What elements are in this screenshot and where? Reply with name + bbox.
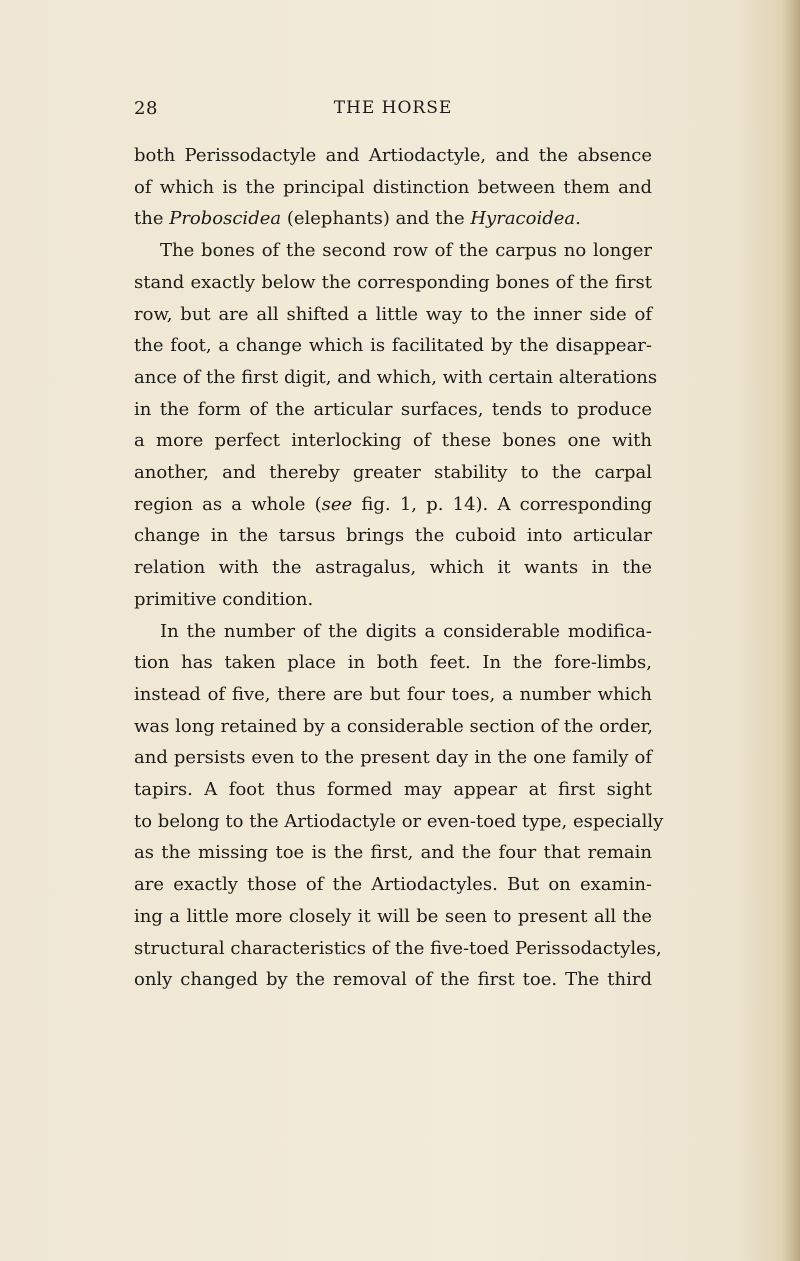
text-line: The bones of the second row of the carpus no longer — [160, 240, 652, 262]
page-number: 28 — [134, 98, 158, 119]
text-line: and persists even to the present day in the one family of — [134, 747, 652, 769]
page-header — [134, 98, 652, 122]
italic-term: Proboscidea — [169, 208, 282, 230]
text-line: ance of the first digit, and which, with certain alterations — [134, 366, 658, 388]
text-line: to belong to the Artiodactyle or even-toed type, especially — [134, 810, 664, 832]
text-line: are exactly those of the Artiodactyles. But on examin- — [134, 874, 652, 896]
text-line: the Proboscidea (elephants) and the Hyracoidea. — [134, 208, 581, 230]
page-edge-shadow — [782, 0, 800, 1261]
running-title: THE HORSE — [333, 98, 453, 118]
text-line: another, and thereby greater stability to the carpal — [134, 462, 652, 484]
text-line: was long retained by a considerable section of the order, — [134, 715, 654, 737]
text-line: as the missing toe is the first, and the four that remain — [134, 842, 652, 864]
text-line: primitive condition. — [134, 588, 314, 610]
text-line: region as a whole (see fig. 1, p. 14). A corresponding — [134, 493, 652, 515]
text-line: stand exactly below the corresponding bones of the first — [134, 271, 652, 293]
text-line: tion has taken place in both feet. In the fore-limbs, — [134, 652, 652, 674]
text-line: only changed by the removal of the first toe. The third — [134, 969, 652, 991]
text-line: relation with the astragalus, which it wants in the — [134, 557, 652, 579]
italic-term: see — [321, 493, 353, 515]
text-line: of which is the principal distinction between them and — [134, 176, 652, 198]
text-line: instead of five, there are but four toes, a number which — [134, 683, 652, 705]
text-line: structural characteristics of the five-toed Perissodactyles, — [134, 937, 662, 959]
text-line: the foot, a change which is facilitated by the disappear- — [134, 335, 652, 357]
text-line: tapirs. A foot thus formed may appear at first sight — [134, 779, 652, 801]
text-line: in the form of the articular surfaces, tends to produce — [134, 398, 652, 420]
text-line: row, but are all shifted a little way to the inner side of — [134, 303, 652, 325]
text-line: change in the tarsus brings the cuboid into articular — [134, 525, 652, 547]
italic-term: Hyracoidea — [470, 208, 576, 230]
text-line: a more perfect interlocking of these bones one with — [134, 430, 652, 452]
text-line: ing a little more closely it will be seen to present all the — [134, 905, 652, 927]
text-line: In the number of the digits a considerable modifica- — [160, 620, 652, 642]
text-line: both Perissodactyle and Artiodactyle, and the absence — [134, 145, 652, 166]
body-text — [134, 140, 664, 996]
